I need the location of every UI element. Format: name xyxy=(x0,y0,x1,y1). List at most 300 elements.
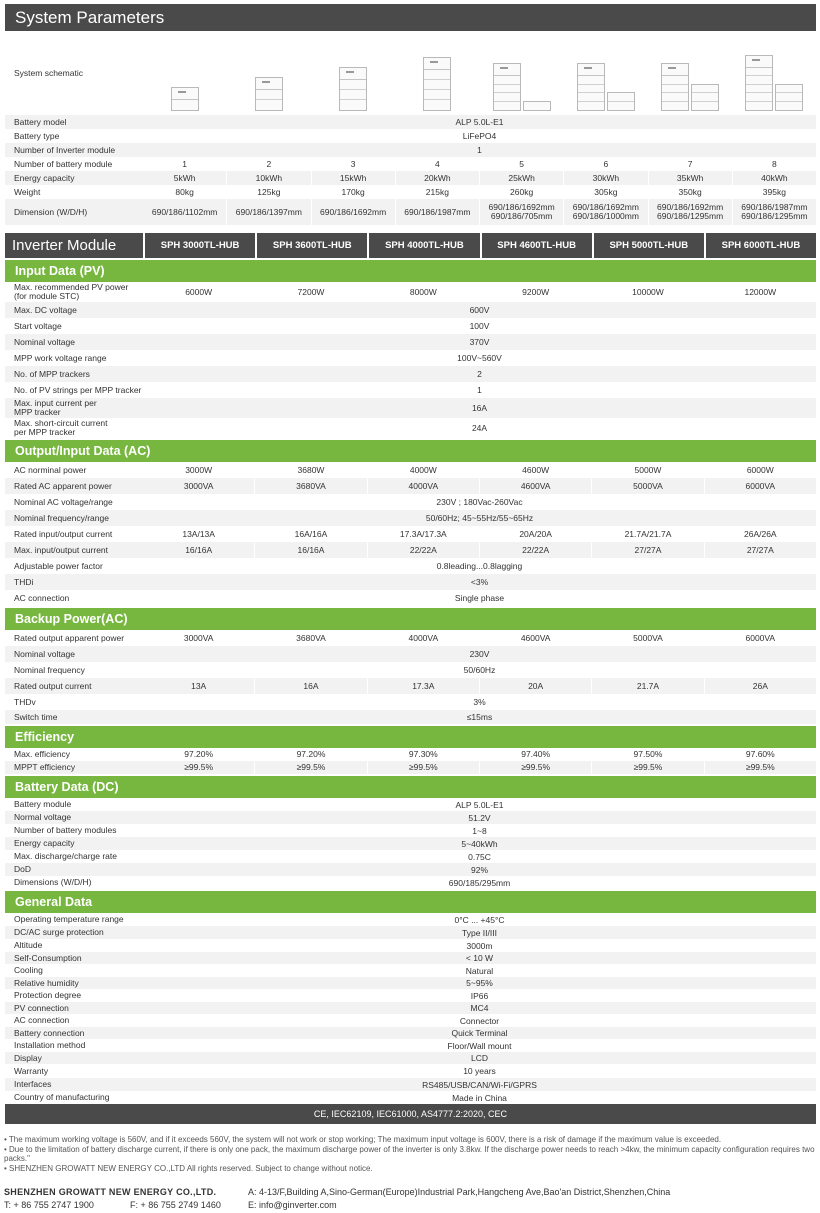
row-value: 6000W xyxy=(185,286,213,297)
spec-row xyxy=(5,913,816,926)
row-label: Start voltage xyxy=(14,320,62,331)
row-label: Display xyxy=(14,1052,42,1063)
spec-row xyxy=(5,1002,816,1014)
row-value: 0°C ... +45°C xyxy=(454,914,505,925)
row-value: 21.7A/21.7A xyxy=(591,526,703,542)
row-values xyxy=(143,1002,816,1014)
system-schematic-drawing xyxy=(171,33,199,113)
system-parameters-title: System Parameters xyxy=(15,7,165,27)
spec-row xyxy=(5,952,816,964)
row-label: Nominal AC voltage/range xyxy=(14,496,113,507)
company-tel: T: + 86 755 2747 1900 xyxy=(4,1199,94,1210)
row-label: MPP work voltage range xyxy=(14,352,107,363)
row-value: 17.3A/17.3A xyxy=(367,526,479,542)
row-value: Single phase xyxy=(454,593,505,603)
row-values xyxy=(143,678,816,694)
row-label: Nominal voltage xyxy=(14,336,75,347)
row-label: Energy capacity xyxy=(14,838,75,848)
spec-row xyxy=(5,850,816,863)
model-header: SPH 3600TL-HUB xyxy=(255,233,367,258)
row-value: 30kWh xyxy=(563,171,647,185)
schematic-cells xyxy=(143,31,816,115)
row-values xyxy=(143,662,816,678)
row-label: DoD xyxy=(14,864,32,874)
row-value: 16A xyxy=(254,678,366,694)
battery-module-icon xyxy=(776,102,802,111)
spec-row xyxy=(5,863,816,876)
battery-module-icon xyxy=(494,102,520,111)
row-value: 600V xyxy=(469,305,490,315)
row-value: LiFePO4 xyxy=(462,131,497,141)
system-schematic-drawing xyxy=(493,33,551,113)
row-values xyxy=(143,185,816,199)
battery-module-icon xyxy=(340,100,366,110)
spec-row xyxy=(5,590,816,606)
row-value: ≥99.5% xyxy=(479,761,591,774)
row-value: 0.8leading...0.8lagging xyxy=(436,561,523,571)
spec-row xyxy=(5,1039,816,1052)
section-header: Output/Input Data (AC) xyxy=(5,440,816,462)
row-values xyxy=(143,494,816,510)
row-label: Nominal frequency xyxy=(14,664,85,675)
inverter-header xyxy=(5,233,816,258)
row-values xyxy=(143,824,816,837)
model-header: SPH 4600TL-HUB xyxy=(480,233,592,258)
certifications: CE, IEC62109, IEC61000, AS4777.2:2020, CEC xyxy=(5,1104,816,1124)
spec-row xyxy=(5,1064,816,1078)
battery-module-icon xyxy=(692,85,718,94)
row-label: PV connection xyxy=(14,1002,69,1013)
section-table xyxy=(5,913,816,1104)
battery-module-icon xyxy=(494,93,520,102)
row-value: 350kg xyxy=(648,185,732,199)
row-value: 10000W xyxy=(591,282,703,302)
spec-row xyxy=(5,143,816,157)
battery-module-icon xyxy=(776,93,802,102)
row-value: 3000VA xyxy=(183,632,214,643)
battery-stack-2 xyxy=(607,92,635,111)
row-value: 3000m xyxy=(466,940,493,951)
row-value: 6 xyxy=(563,157,647,171)
row-values xyxy=(143,1014,816,1027)
row-value: 170kg xyxy=(311,185,395,199)
row-value: < 10 W xyxy=(465,953,494,963)
row-label: Country of manufacturing xyxy=(14,1092,110,1102)
row-value: 4 xyxy=(395,157,479,171)
section-table xyxy=(5,462,816,606)
spec-row xyxy=(5,185,816,199)
spec-row xyxy=(5,510,816,526)
row-label: Installation method xyxy=(14,1040,86,1050)
schematic-cell xyxy=(564,31,648,115)
row-value: 100V xyxy=(469,321,490,331)
spec-row xyxy=(5,526,816,542)
inverter-title: Inverter Module xyxy=(12,237,117,254)
row-values xyxy=(143,710,816,724)
inverter-battery-stack xyxy=(577,63,605,111)
spec-row xyxy=(5,542,816,558)
schematic-cell xyxy=(395,31,479,115)
row-value: 13A/13A xyxy=(182,528,215,539)
row-label: AC connection xyxy=(14,1015,70,1025)
row-label: DC/AC surge protection xyxy=(14,927,104,937)
row-value: <3% xyxy=(470,577,489,587)
inverter-battery-stack xyxy=(661,63,689,111)
row-values xyxy=(143,510,816,526)
row-values xyxy=(143,526,816,542)
spec-row xyxy=(5,964,816,977)
row-value: 230V xyxy=(469,649,490,659)
row-value: ≥99.5% xyxy=(591,761,703,774)
row-value: 305kg xyxy=(563,185,647,199)
company-name: SHENZHEN GROWATT NEW ENERGY CO.,LTD. xyxy=(4,1187,217,1197)
row-label: Self-Consumption xyxy=(14,952,82,963)
spec-row xyxy=(5,302,816,318)
row-label: Dimensions (W/D/H) xyxy=(14,877,92,887)
row-value: 97.20% xyxy=(254,748,366,761)
row-label: Nominal voltage xyxy=(14,648,75,659)
row-value: 690/186/1692mm 690/186/1000mm xyxy=(563,199,647,225)
row-value: 7200W xyxy=(254,282,366,302)
row-value: 690/185/295mm xyxy=(448,877,511,888)
row-label: Rated output current xyxy=(14,680,92,691)
row-value: 5000VA xyxy=(591,478,703,494)
spec-row xyxy=(5,630,816,646)
inverter-battery-stack xyxy=(339,67,367,111)
row-value: 12000W xyxy=(704,282,816,302)
battery-module-icon xyxy=(662,85,688,94)
system-schematic-drawing xyxy=(423,33,451,113)
row-value: 40kWh xyxy=(732,171,816,185)
row-values xyxy=(143,334,816,350)
battery-module-icon xyxy=(746,93,772,102)
row-value: 50/60Hz xyxy=(463,665,496,675)
row-label: Number of battery module xyxy=(14,158,113,169)
section-table xyxy=(5,630,816,724)
row-values xyxy=(143,574,816,590)
row-value: 690/186/1397mm xyxy=(226,199,310,225)
company-email: E: info@ginverter.com xyxy=(248,1199,337,1210)
row-value: 100V~560V xyxy=(457,353,502,363)
row-value: 3680W xyxy=(254,462,366,478)
spec-row xyxy=(5,798,816,811)
battery-module-icon xyxy=(662,76,688,85)
inverter-battery-stack xyxy=(493,63,521,111)
system-parameters xyxy=(5,4,816,225)
spec-row xyxy=(5,824,816,837)
section-table xyxy=(5,798,816,889)
row-label: System schematic xyxy=(14,67,83,78)
section-header: General Data xyxy=(5,891,816,913)
row-value: 3 xyxy=(311,157,395,171)
system-schematic-drawing xyxy=(255,33,283,113)
row-label: Max. DC voltage xyxy=(14,304,77,315)
row-label: Rated output apparent power xyxy=(14,632,125,643)
row-values xyxy=(143,1091,816,1104)
spec-row xyxy=(5,977,816,989)
row-values xyxy=(143,542,816,558)
row-label: Rated AC apparent power xyxy=(14,480,112,491)
footnotes xyxy=(4,1135,816,1173)
row-value: 16A xyxy=(471,403,488,413)
row-values xyxy=(143,1078,816,1091)
battery-module-icon xyxy=(578,102,604,111)
battery-stack-2 xyxy=(523,101,551,112)
inverter-unit-icon xyxy=(578,64,604,76)
row-value: 260kg xyxy=(479,185,563,199)
row-value: 2 xyxy=(477,369,482,379)
row-values xyxy=(143,1027,816,1039)
row-value: 5~40kWh xyxy=(461,838,498,849)
system-schematic-drawing xyxy=(661,33,719,113)
row-value: 230V ; 180Vac-260Vac xyxy=(436,497,523,507)
system-schematic-drawing xyxy=(577,33,635,113)
battery-module-icon xyxy=(424,90,450,100)
row-label: No. of PV strings per MPP tracker xyxy=(14,384,142,395)
row-values xyxy=(143,1052,816,1064)
row-value: 5~95% xyxy=(466,978,493,988)
row-label: Max. efficiency xyxy=(14,749,71,759)
inverter-sections xyxy=(5,260,816,1104)
spec-row xyxy=(5,398,816,418)
row-values xyxy=(143,366,816,382)
row-value: 97.40% xyxy=(479,748,591,761)
battery-module-icon xyxy=(172,100,198,110)
row-value: 97.50% xyxy=(591,748,703,761)
spec-row xyxy=(5,646,816,662)
row-values xyxy=(143,913,816,926)
row-value: 6000W xyxy=(704,462,816,478)
row-label: Battery type xyxy=(14,130,60,141)
row-label: Relative humidity xyxy=(14,977,79,988)
row-values xyxy=(143,171,816,185)
row-value: 4600W xyxy=(479,462,591,478)
row-label: Max. input current per MPP tracker xyxy=(14,398,97,417)
row-value: 97.30% xyxy=(367,748,479,761)
row-values xyxy=(143,115,816,129)
row-value: ALP 5.0L-E1 xyxy=(455,117,504,127)
row-label: AC norminal power xyxy=(14,464,87,475)
spec-row xyxy=(5,939,816,952)
row-value: Natural xyxy=(465,965,494,976)
spec-row xyxy=(5,1078,816,1091)
row-values xyxy=(143,850,816,863)
battery-module-icon xyxy=(746,102,772,111)
row-value: 22/22A xyxy=(367,542,479,558)
row-value: Type II/III xyxy=(462,927,497,938)
spec-row xyxy=(5,129,816,143)
spec-row xyxy=(5,1052,816,1064)
row-value: 4600VA xyxy=(479,478,591,494)
row-values xyxy=(143,478,816,494)
row-values xyxy=(143,646,816,662)
system-parameters-header xyxy=(5,4,816,31)
spec-row xyxy=(5,462,816,478)
spec-row xyxy=(5,662,816,678)
schematic-cell xyxy=(648,31,732,115)
inverter-battery-stack xyxy=(255,77,283,111)
battery-module-icon xyxy=(424,70,450,80)
row-value: 27/27A xyxy=(591,542,703,558)
row-label: Max. input/output current xyxy=(14,544,109,555)
row-value: 690/186/1692mm 690/186/705mm xyxy=(479,199,563,225)
row-value: ≥99.5% xyxy=(367,761,479,774)
battery-module-icon xyxy=(494,76,520,85)
row-label: Switch time xyxy=(14,711,58,722)
row-label: Weight xyxy=(14,186,41,197)
row-label: Battery connection xyxy=(14,1027,85,1038)
row-label: Battery module xyxy=(14,799,72,809)
row-values xyxy=(143,926,816,939)
row-label: Altitude xyxy=(14,940,43,950)
system-schematic-drawing xyxy=(745,33,803,113)
row-value: 2 xyxy=(226,157,310,171)
row-values xyxy=(143,143,816,157)
row-values xyxy=(143,129,816,143)
spec-row xyxy=(5,350,816,366)
row-label: Battery model xyxy=(14,116,67,127)
row-value: 690/186/1987mm xyxy=(395,199,479,225)
row-value: 20A/20A xyxy=(479,526,591,542)
row-values xyxy=(143,863,816,876)
row-values xyxy=(143,282,816,302)
row-value: 4600VA xyxy=(479,630,591,646)
row-values xyxy=(143,952,816,964)
row-label: AC connection xyxy=(14,592,70,603)
row-value: ≥99.5% xyxy=(184,762,214,772)
row-values xyxy=(143,761,816,774)
row-value: 690/186/1987mm 690/186/1295mm xyxy=(732,199,816,225)
row-values xyxy=(143,350,816,366)
spec-row xyxy=(5,282,816,302)
spec-row xyxy=(5,837,816,850)
row-value: 215kg xyxy=(395,185,479,199)
spec-row xyxy=(5,710,816,724)
row-values xyxy=(143,558,816,574)
row-value: 690/186/1692mm xyxy=(311,199,395,225)
row-value: MC4 xyxy=(470,1003,489,1013)
row-value: 1 xyxy=(477,385,482,395)
row-value: 51.2V xyxy=(468,812,491,823)
spec-row xyxy=(5,115,816,129)
schematic-row xyxy=(5,31,816,115)
row-label: Protection degree xyxy=(14,990,82,1000)
row-value: ≥99.5% xyxy=(254,761,366,774)
spec-row xyxy=(5,574,816,590)
spec-row xyxy=(5,157,816,171)
row-value: 20kWh xyxy=(395,171,479,185)
section-header: Battery Data (DC) xyxy=(5,776,816,798)
inverter-unit-icon xyxy=(494,64,520,76)
battery-module-icon xyxy=(578,93,604,102)
row-value: 395kg xyxy=(732,185,816,199)
battery-module-icon xyxy=(424,80,450,90)
row-values xyxy=(143,939,816,952)
row-label: Cooling xyxy=(14,965,43,975)
row-value: 10 years xyxy=(463,1066,496,1076)
row-label: Max. recommended PV power (for module STC) xyxy=(14,282,129,301)
section-header: Backup Power(AC) xyxy=(5,608,816,630)
row-label: Normal voltage xyxy=(14,812,72,822)
row-label: THDi xyxy=(14,576,34,587)
row-value: ≥99.5% xyxy=(704,761,816,774)
row-label: Warranty xyxy=(14,1065,49,1076)
inverter-unit-icon xyxy=(340,68,366,80)
row-value: 50/60Hz; 45~55Hz/55~65Hz xyxy=(425,513,534,523)
row-value: 24A xyxy=(471,423,488,433)
battery-module-icon xyxy=(746,76,772,85)
row-label: Energy capacity xyxy=(14,172,75,183)
battery-module-icon xyxy=(494,85,520,94)
battery-module-icon xyxy=(692,93,718,102)
battery-module-icon xyxy=(256,90,282,100)
row-values xyxy=(143,989,816,1002)
row-value: Quick Terminal xyxy=(451,1028,508,1038)
row-label: Operating temperature range xyxy=(14,914,124,924)
row-value: ALP 5.0L-E1 xyxy=(455,799,504,810)
schematic-cell xyxy=(311,31,395,115)
row-values xyxy=(143,590,816,606)
spec-row xyxy=(5,494,816,510)
row-label: Max. discharge/charge rate xyxy=(14,851,117,861)
row-values xyxy=(143,964,816,977)
schematic-cell xyxy=(227,31,311,115)
row-values xyxy=(143,837,816,850)
schematic-cell xyxy=(732,31,816,115)
row-value: 26A/26A xyxy=(704,526,816,542)
row-label: No. of MPP trackers xyxy=(14,368,90,379)
row-value: 4000VA xyxy=(367,478,479,494)
battery-stack-2 xyxy=(775,84,803,112)
row-value: 125kg xyxy=(226,185,310,199)
spec-row xyxy=(5,989,816,1002)
row-values xyxy=(143,748,816,761)
spec-row xyxy=(5,334,816,350)
row-values xyxy=(143,876,816,889)
row-value: 6000VA xyxy=(704,630,816,646)
row-values xyxy=(143,462,816,478)
row-values xyxy=(143,694,816,710)
row-value: 8000W xyxy=(367,282,479,302)
row-values xyxy=(143,798,816,811)
spec-row xyxy=(5,694,816,710)
row-value: 27/27A xyxy=(704,542,816,558)
spec-row xyxy=(5,1027,816,1039)
model-header: SPH 3000TL-HUB xyxy=(143,233,255,258)
row-values xyxy=(143,630,816,646)
footer xyxy=(4,1186,816,1211)
battery-module-icon xyxy=(662,102,688,111)
row-value: 3680VA xyxy=(254,478,366,494)
row-value: 80kg xyxy=(175,186,194,197)
spec-row xyxy=(5,366,816,382)
footnote: • SHENZHEN GROWATT NEW ENERGY CO.,LTD All rights reserved. Subject to change without notice. xyxy=(4,1163,373,1173)
row-value: IP66 xyxy=(470,990,489,1001)
battery-module-icon xyxy=(340,80,366,90)
row-label: Rated input/output current xyxy=(14,528,113,539)
row-values xyxy=(143,398,816,418)
battery-module-icon xyxy=(608,102,634,111)
row-value: 6000VA xyxy=(704,478,816,494)
spec-row xyxy=(5,748,816,761)
row-value: 97.60% xyxy=(704,748,816,761)
battery-module-icon xyxy=(578,85,604,94)
battery-module-icon xyxy=(662,93,688,102)
model-header: SPH 4000TL-HUB xyxy=(367,233,479,258)
row-value: 16A/16A xyxy=(254,526,366,542)
row-value: 16/16A xyxy=(254,542,366,558)
inverter-unit-icon xyxy=(746,56,772,68)
